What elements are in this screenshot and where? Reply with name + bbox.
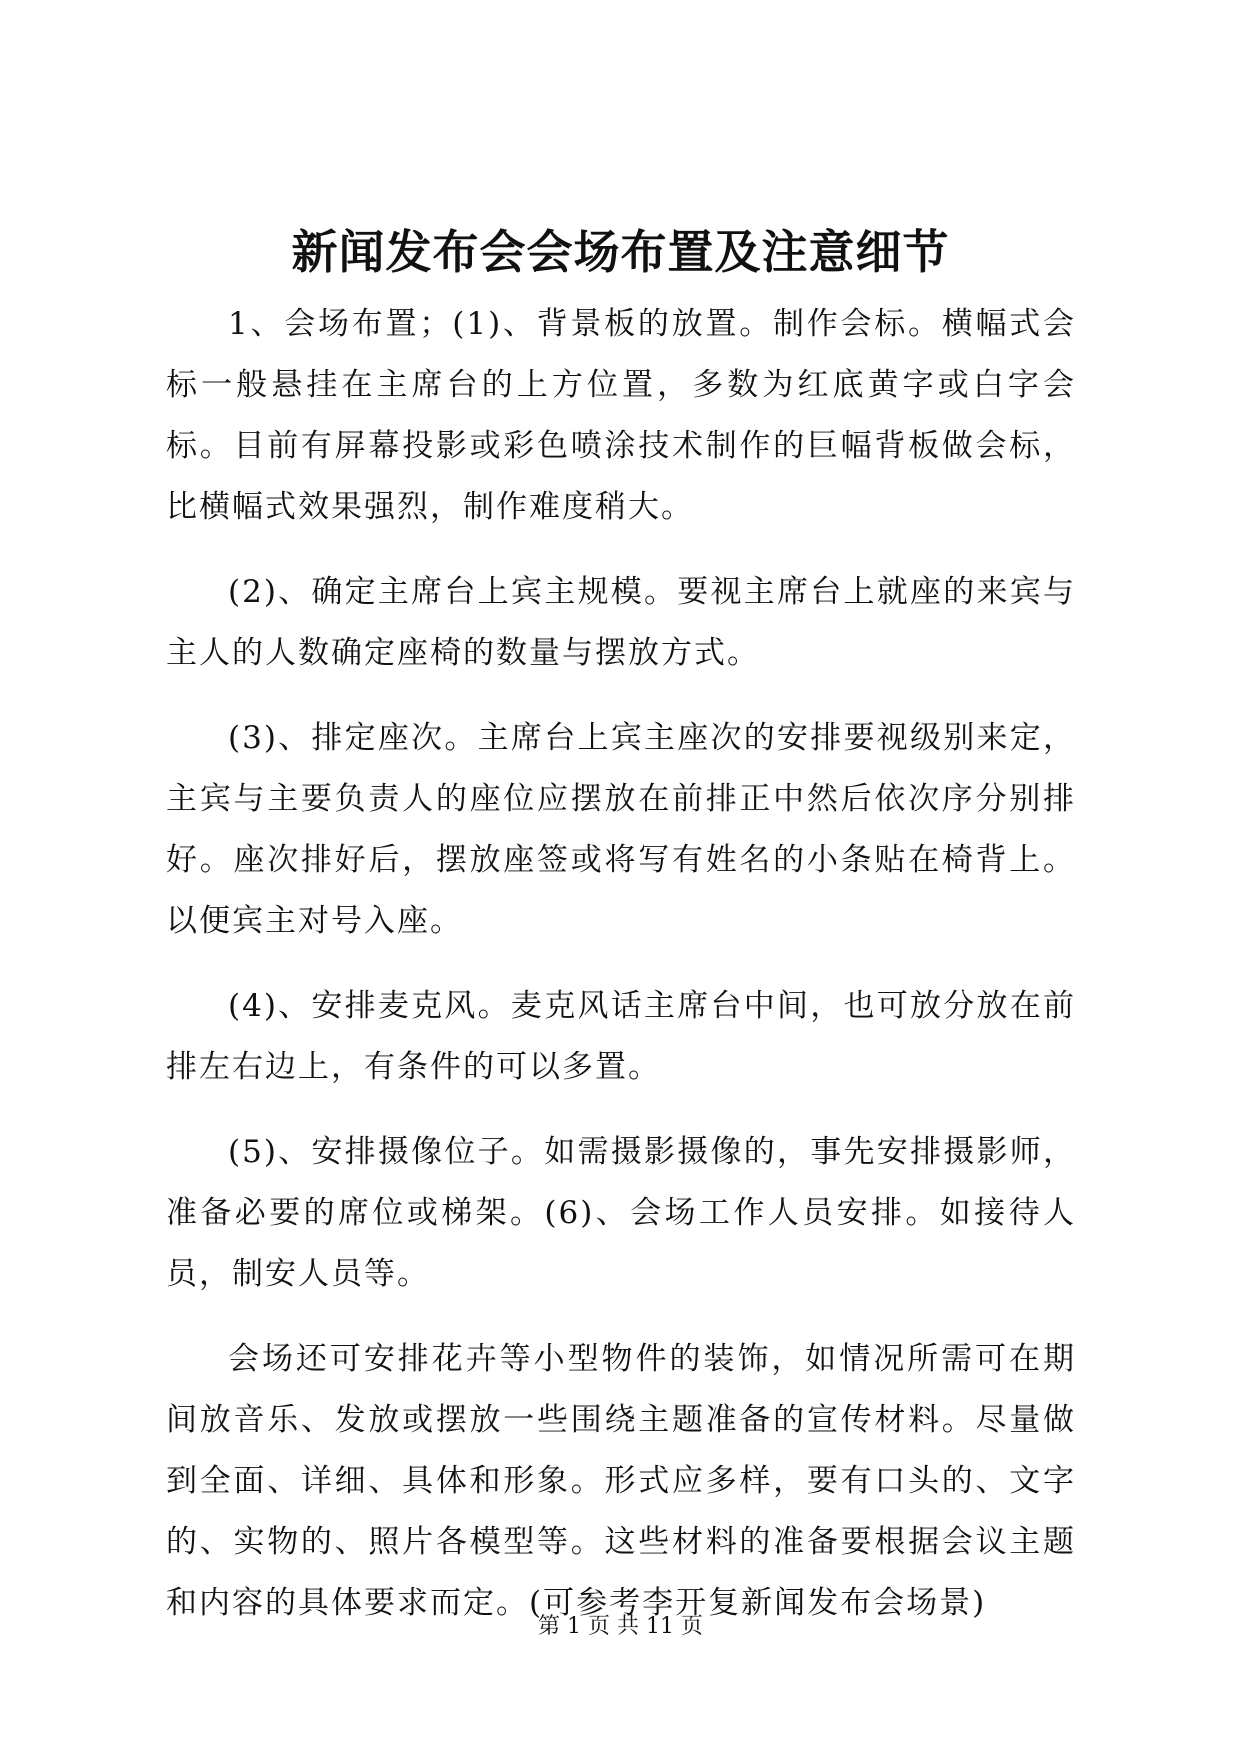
page-indicator: 第 1 页 共 11 页: [538, 1614, 703, 1639]
paragraph-decoration-materials: 会场还可安排花卉等小型物件的装饰，如情况所需可在期间放音乐、发放或摆放一些围绕主题准备的宣传材料。尽量做到全面、详细、具体和形象。形式应多样，要有口头的、文字的、实物的、照片各模型等。这些材料的准备要根据会议主题和内容的具体要求而定。(可参考李开复新闻发布会场景): [166, 1341, 1076, 1621]
page-footer: [0, 1612, 1241, 1642]
document-body: [166, 294, 1076, 1658]
paragraph-rostrum-scale: (2)、确定主席台上宾主规模。要视主席台上就座的来宾与主人的人数确定座椅的数量与摆放方式。: [166, 574, 1076, 671]
paragraph-microphones: (4)、安排麦克风。麦克风话主席台中间，也可放分放在前排左右边上，有条件的可以多置。: [166, 988, 1076, 1085]
document-title: 新闻发布会会场布置及注意细节: [291, 225, 950, 279]
paragraph-seating-order: (3)、排定座次。主席台上宾主座次的安排要视级别来定，主宾与主要负责人的座位应摆放在前排正中然后依次序分别排好。座次排好后，摆放座签或将写有姓名的小条贴在椅背上。以便宾主对号入座。: [166, 720, 1076, 939]
paragraph-venue-setup: 1、会场布置；(1)、背景板的放置。制作会标。横幅式会标一般悬挂在主席台的上方位置，多数为红底黄字或白字会标。目前有屏幕投影或彩色喷涂技术制作的巨幅背板做会标，比横幅式效果强烈，制作难度稍大。: [166, 306, 1076, 525]
paragraph-camera-staff: (5)、安排摄像位子。如需摄影摄像的，事先安排摄影师，准备必要的席位或梯架。(6)、会场工作人员安排。如接待人员，制安人员等。: [166, 1134, 1076, 1292]
